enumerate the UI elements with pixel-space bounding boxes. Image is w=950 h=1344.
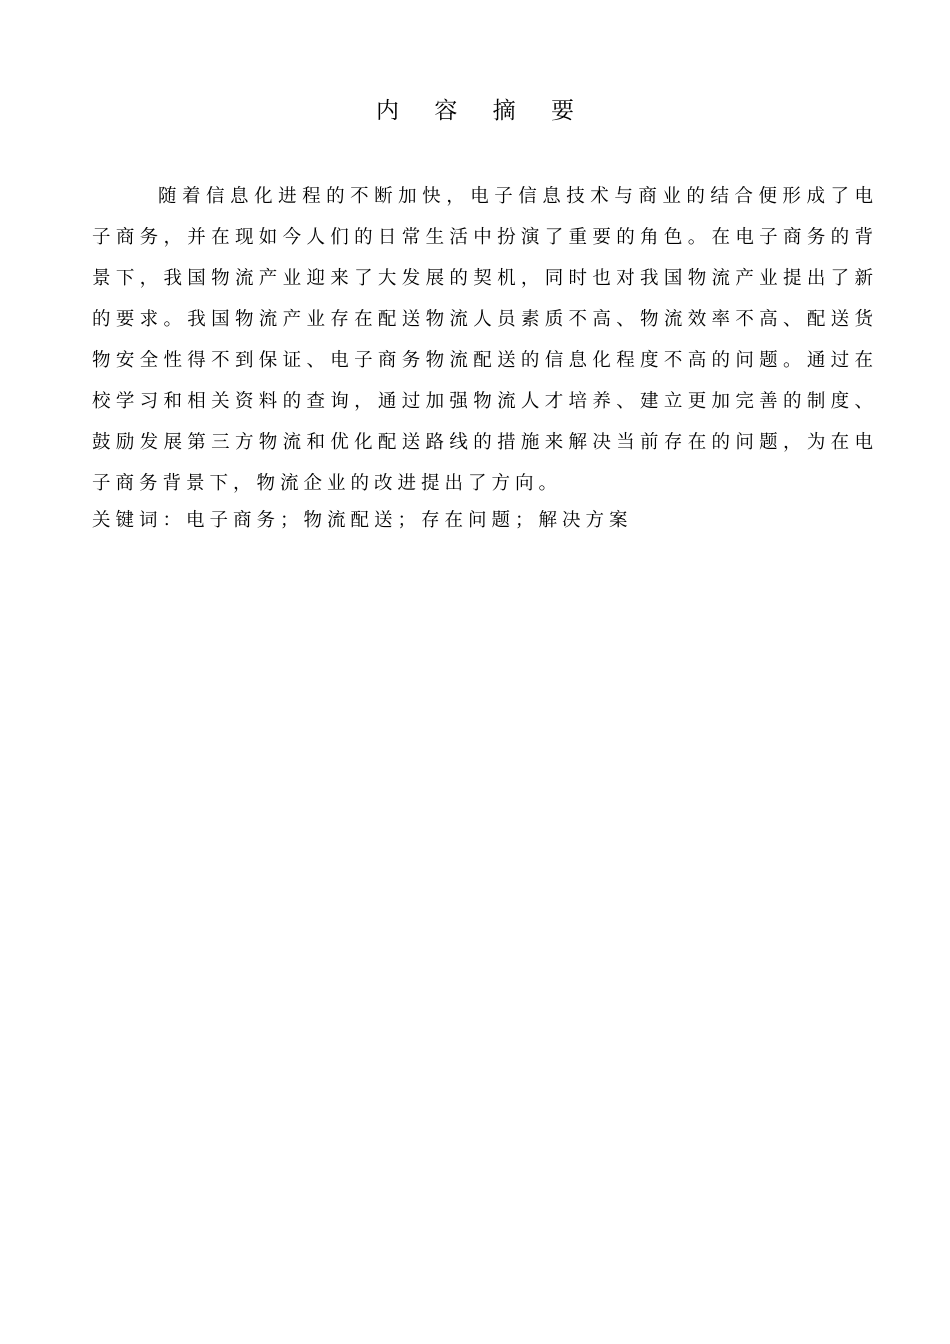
keywords-line: 关键词：电子商务；物流配送；存在问题；解决方案: [92, 510, 633, 531]
abstract-paragraph: 随着信息化进程的不断加快，电子信息技术与商业的结合便形成了电子商务，并在现如今人们的日常生活中扮演了重要的角色。在电子商务的背景下，我国物流产业迎来了大发展的契机，同时也对我国物流产业提出了新的要求。我国物流产业存在配送物流人员素质不高、物流效率不高、配送货物安全性得不到保证、电子商务物流配送的信息化程度不高的问题。通过在校学习和相关资料的查询，通过加强物流人才培养、建立更加完善的制度、鼓励发展第三方物流和优化配送路线的措施来解决当前存在的问题，为在电子商务背景下，物流企业的改进提出了方向。: [92, 186, 878, 494]
abstract-title: 内 容 摘 要: [376, 98, 588, 124]
